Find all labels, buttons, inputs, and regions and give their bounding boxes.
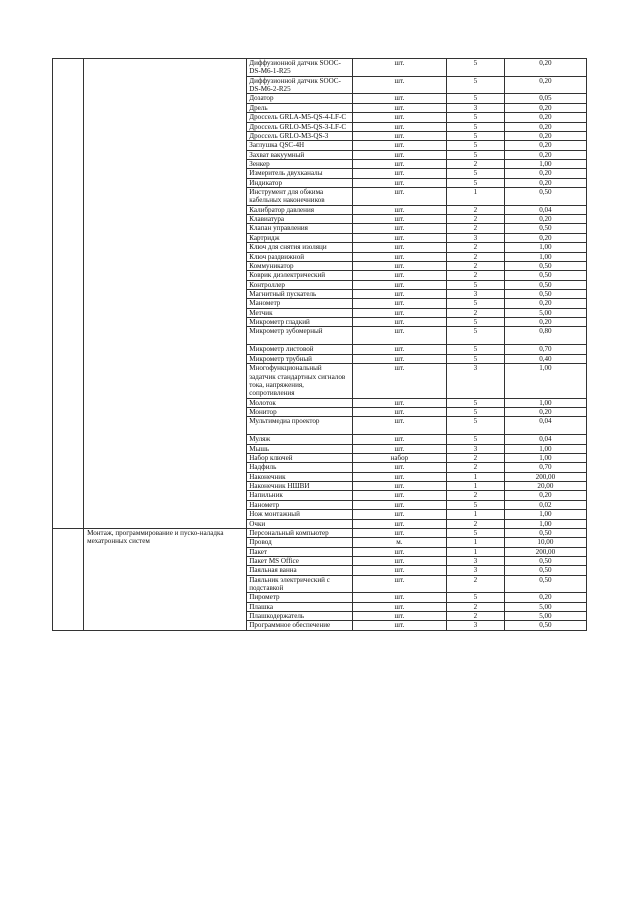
item-name-cell: Напильник (247, 491, 352, 500)
item-unit-cell: шт. (352, 308, 446, 317)
item-share-cell: 0,50 (504, 188, 586, 206)
item-unit-cell: шт. (352, 271, 446, 280)
item-qty-cell: 3 (447, 103, 505, 112)
item-unit-cell: шт. (352, 612, 446, 621)
item-name-cell: Метчик (247, 308, 352, 317)
item-name-cell: Дрель (247, 103, 352, 112)
item-qty-cell: 5 (447, 435, 505, 444)
item-qty-cell: 2 (447, 243, 505, 252)
item-qty-cell: 3 (447, 621, 505, 630)
item-unit-cell: шт. (352, 354, 446, 363)
item-unit-cell: шт. (352, 364, 446, 398)
item-share-cell: 0,20 (504, 113, 586, 122)
item-name-cell: Мышь (247, 444, 352, 453)
item-share-cell: 0,50 (504, 528, 586, 537)
item-name-cell: Калибратор давления (247, 205, 352, 214)
item-share-cell: 0,20 (504, 141, 586, 150)
item-qty-cell: 2 (447, 205, 505, 214)
item-qty-cell: 5 (447, 407, 505, 416)
item-share-cell: 200,00 (504, 547, 586, 556)
item-unit-cell: шт. (352, 547, 446, 556)
item-qty-cell: 2 (447, 308, 505, 317)
item-qty-cell: 2 (447, 519, 505, 528)
item-share-cell: 0,20 (504, 103, 586, 112)
item-unit-cell: шт. (352, 243, 446, 252)
item-qty-cell: 5 (447, 299, 505, 308)
item-qty-cell: 3 (447, 556, 505, 565)
item-name-cell: Микрометр зубомерный (247, 327, 352, 345)
item-share-cell: 0,50 (504, 271, 586, 280)
item-qty-cell: 5 (447, 354, 505, 363)
item-share-cell: 0,50 (504, 566, 586, 575)
item-name-cell: Персональный компьютер (247, 528, 352, 537)
item-qty-cell: 2 (447, 215, 505, 224)
item-unit-cell: шт. (352, 252, 446, 261)
item-share-cell: 0,20 (504, 215, 586, 224)
item-unit-cell: шт. (352, 500, 446, 509)
item-qty-cell: 5 (447, 327, 505, 345)
item-qty-cell: 3 (447, 444, 505, 453)
item-share-cell: 5,00 (504, 308, 586, 317)
item-share-cell: 0,50 (504, 261, 586, 270)
item-name-cell: Надфиль (247, 463, 352, 472)
item-name-cell: Ключ для снятия изоляци (247, 243, 352, 252)
item-qty-cell: 2 (447, 575, 505, 593)
item-qty-cell: 1 (447, 547, 505, 556)
item-name-cell: Индикатор (247, 178, 352, 187)
item-qty-cell: 2 (447, 491, 505, 500)
item-qty-cell: 2 (447, 463, 505, 472)
table-row (53, 528, 587, 537)
item-unit-cell: шт. (352, 205, 446, 214)
item-name-cell: Дозатор (247, 94, 352, 103)
item-share-cell: 0,50 (504, 224, 586, 233)
item-share-cell: 0,20 (504, 178, 586, 187)
item-share-cell: 0,20 (504, 491, 586, 500)
item-name-cell: Контроллер (247, 280, 352, 289)
item-qty-cell: 5 (447, 94, 505, 103)
item-share-cell: 1,00 (504, 519, 586, 528)
item-name-cell: Манометр (247, 299, 352, 308)
item-unit-cell: шт. (352, 593, 446, 602)
item-name-cell: Провод (247, 538, 352, 547)
item-unit-cell: шт. (352, 398, 446, 407)
item-qty-cell: 2 (447, 252, 505, 261)
item-qty-cell: 1 (447, 188, 505, 206)
item-qty-cell: 2 (447, 271, 505, 280)
item-qty-cell: 2 (447, 454, 505, 463)
item-name-cell: Нанометр (247, 500, 352, 509)
item-name-cell: Дроссель GRLA-M5-QS-4-LF-C (247, 113, 352, 122)
item-name-cell: Микрометр трубный (247, 354, 352, 363)
item-share-cell: 1,00 (504, 510, 586, 519)
item-name-cell: Захват вакуумный (247, 150, 352, 159)
item-share-cell: 0,04 (504, 205, 586, 214)
item-unit-cell: шт. (352, 318, 446, 327)
item-unit-cell: шт. (352, 327, 446, 345)
item-name-cell: Мультимедиа проектор (247, 417, 352, 435)
item-unit-cell: шт. (352, 122, 446, 131)
item-share-cell: 0,20 (504, 318, 586, 327)
item-unit-cell: шт. (352, 491, 446, 500)
item-name-cell: Ключ раздвижной (247, 252, 352, 261)
item-qty-cell: 5 (447, 528, 505, 537)
item-name-cell: Монитор (247, 407, 352, 416)
item-qty-cell: 1 (447, 538, 505, 547)
item-unit-cell: шт. (352, 510, 446, 519)
item-name-cell: Очки (247, 519, 352, 528)
item-name-cell: Муляж (247, 435, 352, 444)
item-name-cell: Пакет MS Office (247, 556, 352, 565)
item-name-cell: Коврик диэлектрический (247, 271, 352, 280)
item-unit-cell: набор (352, 454, 446, 463)
item-unit-cell: шт. (352, 407, 446, 416)
item-qty-cell: 5 (447, 59, 505, 77)
item-unit-cell: шт. (352, 150, 446, 159)
item-qty-cell: 5 (447, 398, 505, 407)
item-share-cell: 1,00 (504, 159, 586, 168)
item-unit-cell: шт. (352, 141, 446, 150)
item-share-cell: 1,00 (504, 252, 586, 261)
item-name-cell: Картридж (247, 233, 352, 242)
item-share-cell: 0,05 (504, 94, 586, 103)
item-unit-cell: шт. (352, 519, 446, 528)
item-qty-cell: 2 (447, 602, 505, 611)
item-name-cell: Дроссель GRLO-M5-QS-3-LF-C (247, 122, 352, 131)
item-unit-cell: шт. (352, 345, 446, 354)
item-unit-cell: шт. (352, 169, 446, 178)
item-share-cell: 0,20 (504, 150, 586, 159)
equipment-table-body (53, 59, 587, 631)
item-qty-cell: 5 (447, 131, 505, 140)
item-share-cell: 0,20 (504, 59, 586, 77)
item-unit-cell: шт. (352, 113, 446, 122)
item-share-cell: 0,50 (504, 280, 586, 289)
item-share-cell: 0,20 (504, 299, 586, 308)
item-qty-cell: 5 (447, 593, 505, 602)
item-unit-cell: шт. (352, 472, 446, 481)
item-qty-cell: 3 (447, 233, 505, 242)
item-qty-cell: 1 (447, 472, 505, 481)
item-share-cell: 1,00 (504, 364, 586, 398)
item-qty-cell: 1 (447, 510, 505, 519)
item-share-cell: 0,80 (504, 327, 586, 345)
item-qty-cell: 2 (447, 159, 505, 168)
item-share-cell: 0,20 (504, 593, 586, 602)
item-qty-cell: 3 (447, 289, 505, 298)
item-qty-cell: 2 (447, 612, 505, 621)
item-name-cell: Пирометр (247, 593, 352, 602)
item-unit-cell: шт. (352, 566, 446, 575)
item-share-cell: 0,04 (504, 435, 586, 444)
equipment-table (52, 58, 587, 631)
item-name-cell: Коммуникатор (247, 261, 352, 270)
item-name-cell: Магнитный пускатель (247, 289, 352, 298)
section-name-cell (84, 59, 247, 529)
item-share-cell: 1,00 (504, 454, 586, 463)
row-number-cell (53, 59, 84, 529)
item-share-cell: 0,20 (504, 407, 586, 416)
item-qty-cell: 5 (447, 318, 505, 327)
item-qty-cell: 3 (447, 566, 505, 575)
item-unit-cell: шт. (352, 299, 446, 308)
item-unit-cell: шт. (352, 59, 446, 77)
item-unit-cell: шт. (352, 602, 446, 611)
item-unit-cell: шт. (352, 76, 446, 94)
item-unit-cell: шт. (352, 280, 446, 289)
item-share-cell: 0,70 (504, 463, 586, 472)
item-share-cell: 1,00 (504, 398, 586, 407)
section-name-cell: Монтаж, программирование и пуско-наладка мехатронных систем (84, 528, 247, 630)
item-name-cell: Набор ключей (247, 454, 352, 463)
item-name-cell: Нож монтажный (247, 510, 352, 519)
item-name-cell: Паяльная ванна (247, 566, 352, 575)
item-share-cell: 10,00 (504, 538, 586, 547)
item-unit-cell: шт. (352, 528, 446, 537)
item-qty-cell: 3 (447, 364, 505, 398)
item-qty-cell: 5 (447, 178, 505, 187)
item-unit-cell: шт. (352, 482, 446, 491)
item-qty-cell: 5 (447, 141, 505, 150)
item-share-cell: 1,00 (504, 243, 586, 252)
item-unit-cell: шт. (352, 233, 446, 242)
row-number-cell (53, 528, 84, 630)
item-share-cell: 200,00 (504, 472, 586, 481)
item-name-cell: Диффузионной датчик SOOC-DS-M6-2-R25 (247, 76, 352, 94)
item-unit-cell: шт. (352, 289, 446, 298)
item-name-cell: Заглушка QSC-4H (247, 141, 352, 150)
item-qty-cell: 5 (447, 76, 505, 94)
item-unit-cell: шт. (352, 159, 446, 168)
item-name-cell: Микрометр гладкий (247, 318, 352, 327)
item-unit-cell: шт. (352, 435, 446, 444)
item-share-cell: 0,50 (504, 556, 586, 565)
item-unit-cell: шт. (352, 103, 446, 112)
item-share-cell: 0,50 (504, 575, 586, 593)
item-share-cell: 0,70 (504, 345, 586, 354)
item-name-cell: Пакет (247, 547, 352, 556)
item-name-cell: Измеритель двухканалы (247, 169, 352, 178)
item-unit-cell: м. (352, 538, 446, 547)
item-share-cell: 0,20 (504, 131, 586, 140)
item-qty-cell: 5 (447, 169, 505, 178)
item-share-cell: 0,20 (504, 169, 586, 178)
item-name-cell: Программное обеспечение (247, 621, 352, 630)
item-qty-cell: 5 (447, 122, 505, 131)
item-share-cell: 1,00 (504, 444, 586, 453)
item-name-cell: Многофункциональный задатчик стандартных сигналов тока, напряжения, сопротивления (247, 364, 352, 398)
item-share-cell: 0,04 (504, 417, 586, 435)
item-share-cell: 0,40 (504, 354, 586, 363)
item-unit-cell: шт. (352, 621, 446, 630)
item-name-cell: Плашкодержатель (247, 612, 352, 621)
item-name-cell: Клавиатура (247, 215, 352, 224)
item-unit-cell: шт. (352, 556, 446, 565)
item-share-cell: 5,00 (504, 612, 586, 621)
item-name-cell: Клапан управления (247, 224, 352, 233)
item-name-cell: Паяльник электрический с подставкой (247, 575, 352, 593)
item-share-cell: 0,20 (504, 76, 586, 94)
item-qty-cell: 2 (447, 224, 505, 233)
item-qty-cell: 5 (447, 150, 505, 159)
item-share-cell: 20,00 (504, 482, 586, 491)
item-unit-cell: шт. (352, 444, 446, 453)
item-qty-cell: 5 (447, 500, 505, 509)
item-name-cell: Дроссель GRLO-M3-QS-3 (247, 131, 352, 140)
item-unit-cell: шт. (352, 94, 446, 103)
item-unit-cell: шт. (352, 178, 446, 187)
item-share-cell: 0,50 (504, 621, 586, 630)
item-name-cell: Молоток (247, 398, 352, 407)
item-unit-cell: шт. (352, 188, 446, 206)
item-share-cell: 0,50 (504, 289, 586, 298)
item-share-cell: 0,20 (504, 233, 586, 242)
item-name-cell: Наконечник НШВИ (247, 482, 352, 491)
item-qty-cell: 2 (447, 261, 505, 270)
item-qty-cell: 5 (447, 280, 505, 289)
item-unit-cell: шт. (352, 463, 446, 472)
item-share-cell: 5,00 (504, 602, 586, 611)
item-name-cell: Диффузионной датчик SOOC-DS-M6-1-R25 (247, 59, 352, 77)
item-qty-cell: 5 (447, 345, 505, 354)
item-name-cell: Микрометр листовой (247, 345, 352, 354)
item-unit-cell: шт. (352, 417, 446, 435)
item-share-cell: 0,20 (504, 122, 586, 131)
item-unit-cell: шт. (352, 131, 446, 140)
item-name-cell: Наконечник (247, 472, 352, 481)
item-unit-cell: шт. (352, 215, 446, 224)
table-row (53, 59, 587, 77)
item-share-cell: 0,02 (504, 500, 586, 509)
item-unit-cell: шт. (352, 575, 446, 593)
item-qty-cell: 5 (447, 417, 505, 435)
item-name-cell: Зенкер (247, 159, 352, 168)
item-qty-cell: 5 (447, 113, 505, 122)
item-unit-cell: шт. (352, 261, 446, 270)
item-unit-cell: шт. (352, 224, 446, 233)
item-qty-cell: 1 (447, 482, 505, 491)
item-name-cell: Плашка (247, 602, 352, 611)
item-name-cell: Инструмент для обжима кабельных наконечников (247, 188, 352, 206)
